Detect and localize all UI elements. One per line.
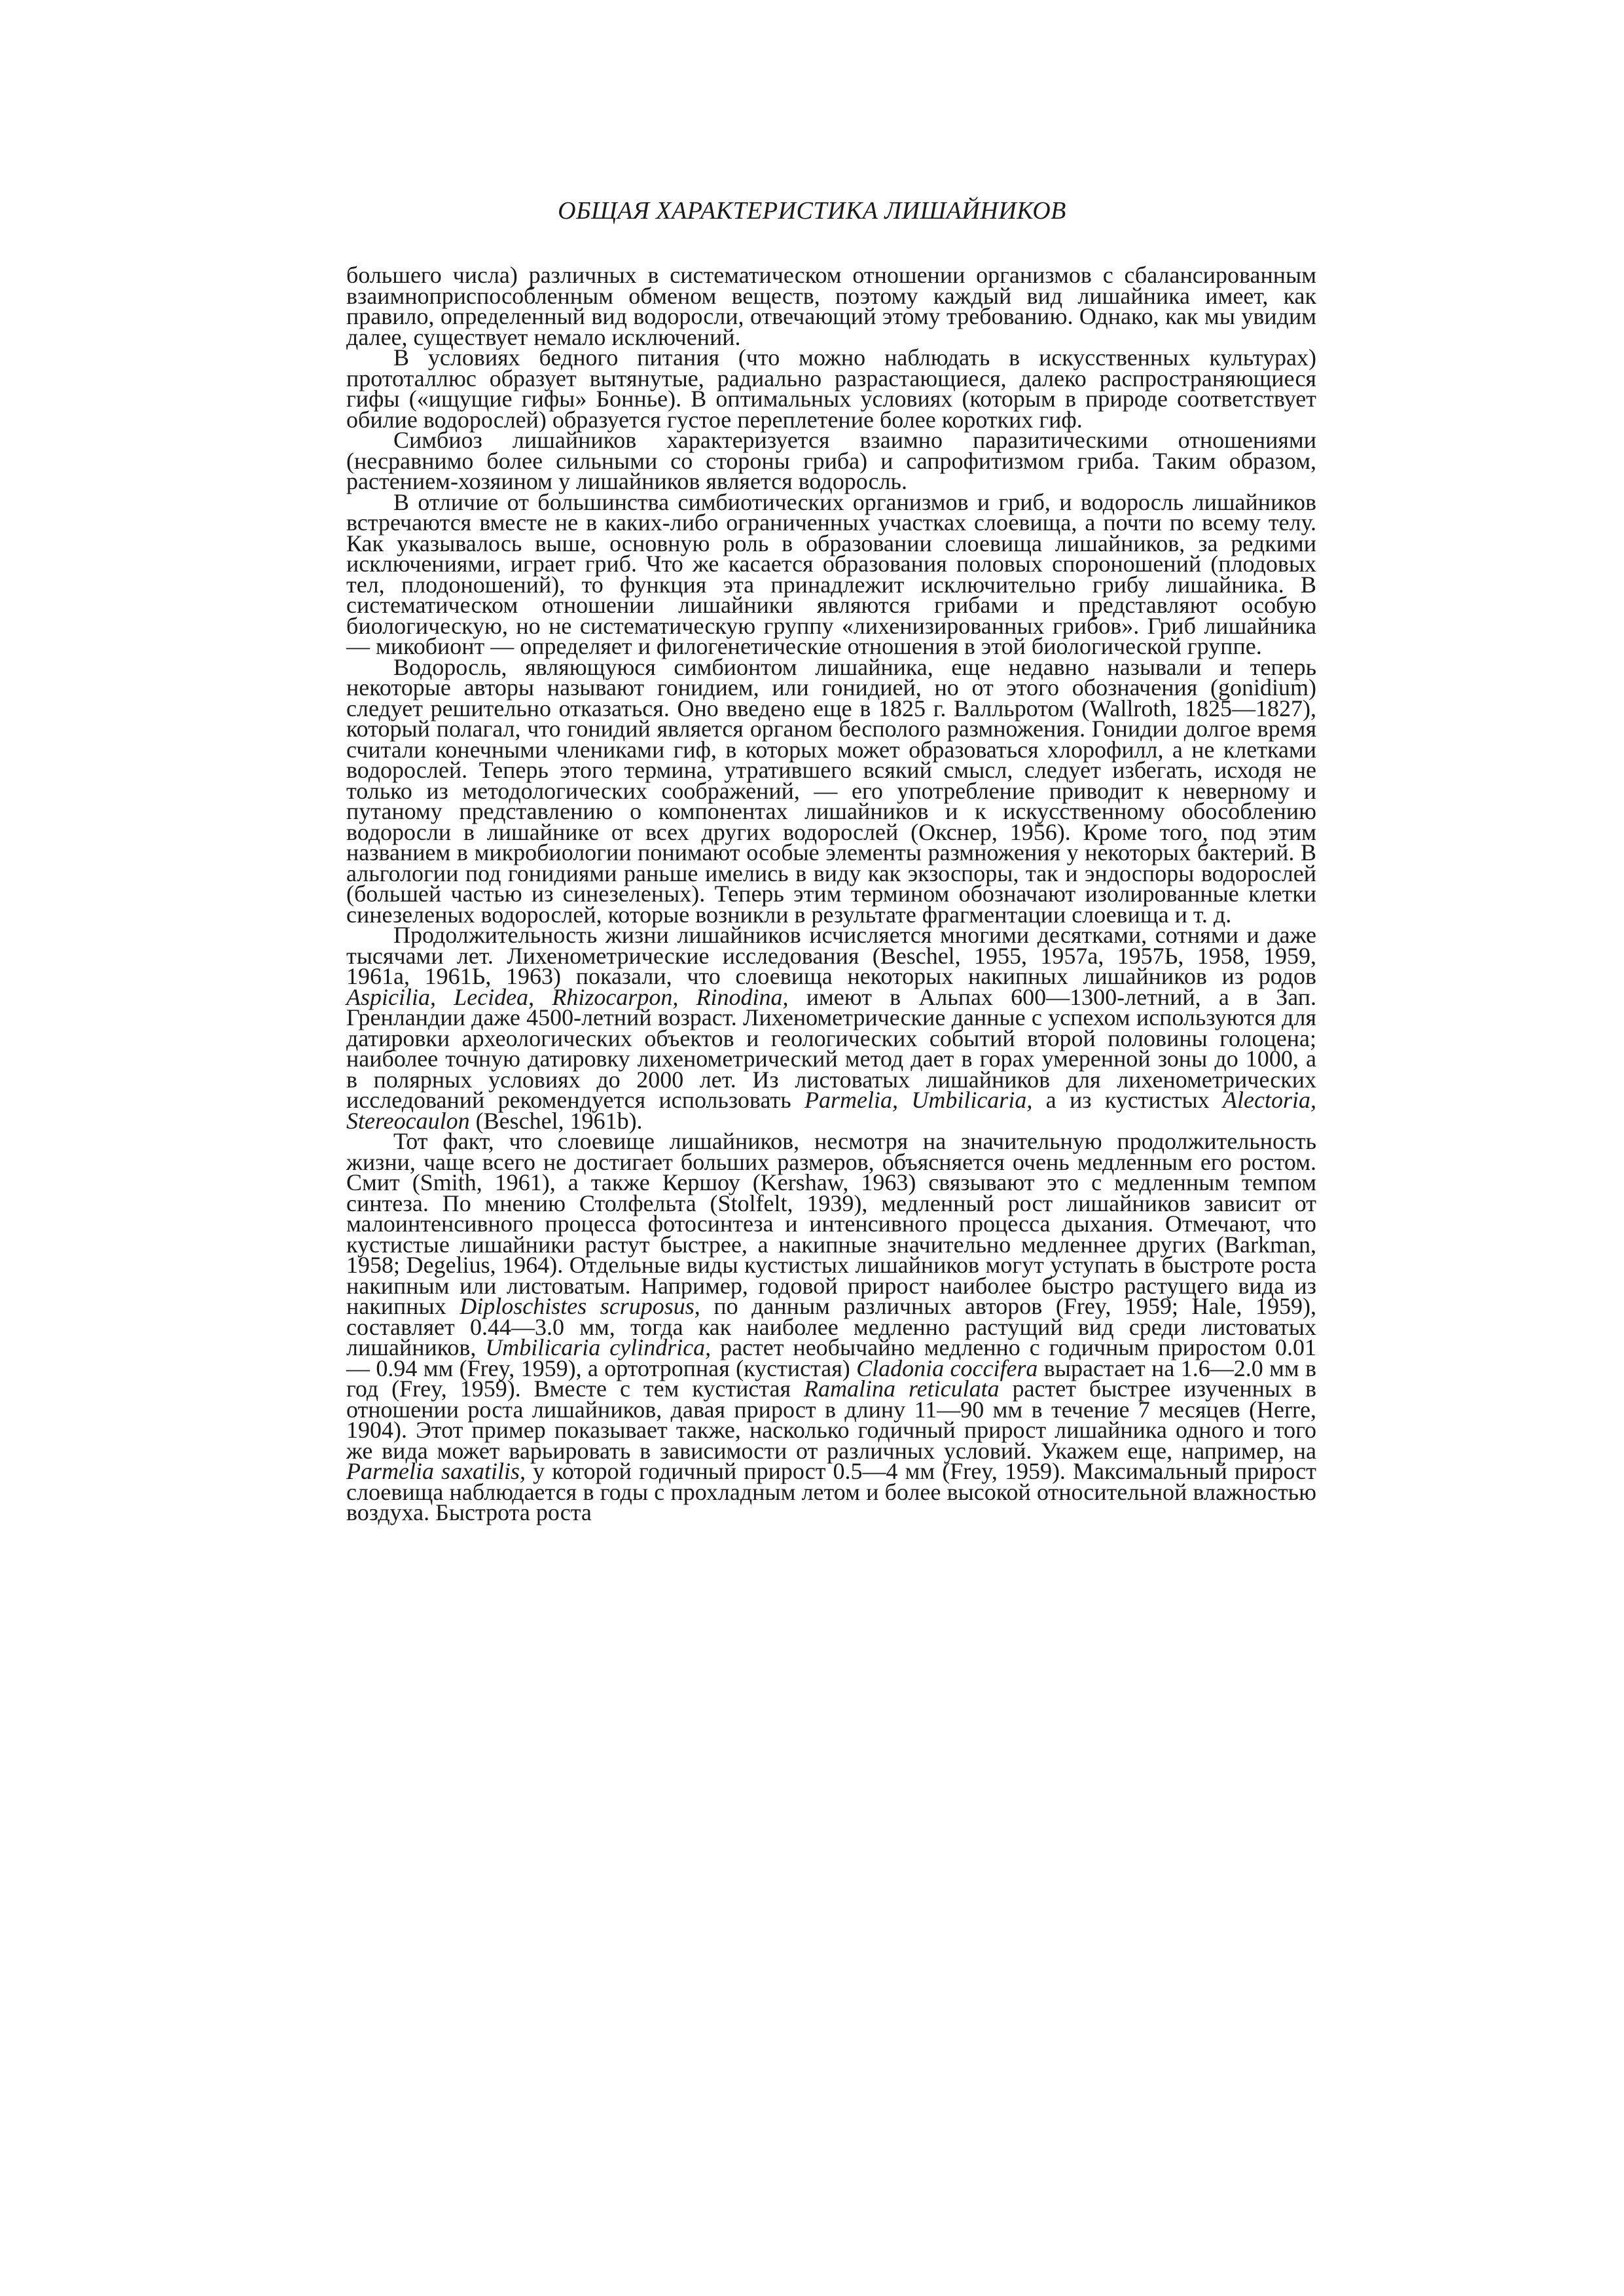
italic-text: Umbilicaria cylindrica, — [485, 1334, 712, 1360]
italic-text: Diploschistes scruposus, — [460, 1293, 700, 1319]
paragraph — [346, 1128, 1317, 1525]
text-segment: Продолжительность жизни лишайников исчисляется многими десятками, сотнями и даже тысячами лет. Лихенометрические исследования (Beschel, 1955, 1957a, 1957Ь, 1958, 1959, 1961a, 1961Ь, 1963) показали, что слоевища некоторых накипных лишайников из родов — [346, 922, 1316, 989]
text-segment: имеют в Альпах 600—1300-летний, а в Зап. Гренландии даже 4500-летний возраст. Лихенометрические данные с успехом используются для датировки археологических объектов и геологических событий второй половины голоцена; наиболее точную датировку лихенометрический метод дает в горах умеренной зоны до 1000, а в полярных условиях до 2000 лет. Из листоватых лишайников для лихенометрических исследований рекомендуется использовать — [346, 983, 1317, 1113]
italic-text: Aspicilia, Lecidea, Rhizocarpon, Rinodina, — [346, 983, 789, 1010]
italic-text: Parmelia saxatilis, — [346, 1458, 526, 1484]
italic-text: Parmelia, Umbilicaria, — [804, 1087, 1033, 1113]
paragraph — [346, 653, 1316, 928]
italic-text: Ramalina reticulata — [804, 1376, 1000, 1402]
paragraph — [346, 262, 1316, 350]
text-segment: растет быстрее изученных в отношении роста лишайников, давая прирост в длину 11—90 мм в течение 7 месяцев (Herre, 1904). Этот пример показывает также, насколько годичный прирост лишайника одного и того же вида может варьировать в зависимости от различных условий. Укажем еще, например, на — [346, 1376, 1317, 1464]
text-segment: у которой годичный прирост 0.5—4 мм (Frey, 1959). Максимальный прирост слоевища наблюдается в годы с прохладным летом и более высокой относительной влажностью воздуха. Быстрота роста — [346, 1458, 1316, 1525]
italic-text: Alectoria, Stereocaulon — [346, 1087, 1316, 1134]
body-text — [346, 262, 1317, 1525]
text-segment: растет необычайно медленно с годичным приростом 0.01 — 0.94 мм (Frey, 1959), а ортотропная (кустистая) — [346, 1334, 1316, 1381]
text-segment: Тот факт, что слоевище лишайников, несмотря на значительную продолжительность жизни, чаще всего не достигает больших размеров, объясняется очень медленным его ростом. Смит (Smith, 1961), а также Кершоу (Kershaw, 1963) связывают это с медленным темпом синтеза. По мнению Столфельта (Stolfelt, 1939), медленный рост лишайников зависит от малоинтенсивного процесса фотосинтеза и интенсивного процесса дыхания. Отмечают, что кустистые лишайники растут быстрее, а накипные значительно медленнее других (Barkman, 1958; Degelius, 1964). Отдельные виды кустистых лишайников могут уступать в быстроте роста накипным или листоватым. Например, годовой прирост наиболее быстро растущего вида из накипных — [346, 1128, 1316, 1319]
running-title: ОБЩАЯ ХАРАКТЕРИСТИКА ЛИШАЙНИКОВ — [558, 197, 1066, 225]
text-segment: а из кустистых — [1032, 1087, 1223, 1113]
paragraph — [346, 344, 1316, 433]
text-segment: по данным различных авторов (Frey, 1959; Hale, 1959), составляет 0.44—3.0 мм, тогда как наиболее медленно растущий вид среди листоватых лишайников, — [346, 1293, 1316, 1360]
italic-text: Cladonia coccifera — [856, 1355, 1038, 1381]
text-segment: вырастает на 1.6—2.0 мм в год (Frey, 1959). Вместе с тем кустистая — [346, 1355, 1316, 1402]
text-segment: (Beschel, 1961b). — [469, 1107, 643, 1134]
text-segment: В условиях бедного питания (что можно наблюдать в искусственных культурах) прототаллюс образует вытянутые, радиально разрастающиеся, далеко распространяющиеся гифы («ищущие гифы» Боннье). В оптимальных условиях (которым в природе соответствует обилие водорослей) образуется густое переплетение более коротких гиф. — [346, 344, 1316, 433]
paragraph — [346, 922, 1317, 1134]
text-segment: В отличие от большинства симбиотических организмов и гриб, и водоросль лишайников встречаются вместе не в каких-либо ограниченных участках слоевища, а почти по всему телу. Как указывалось выше, основную роль в образовании слоевища лишайников, за редкими исключениями, играет гриб. Что же касается образования половых спороношений (плодовых тел, плодоношений), то функция эта принадлежит исключительно грибу лишайника. В систематическом отношении лишайники являются грибами и представляют особую биологическую, но не систематическую группу «лихенизированных грибов». Гриб лишайника — микобионт — определяет и филогенетические отношения в этой биологической группе. — [346, 488, 1316, 659]
text-segment: большего числа) различных в систематическом отношении организмов с сбалансированным взаимноприспособленным обменом веществ, поэтому каждый вид лишайника имеет, как правило, определенный вид водоросли, отвечающий этому требованию. Однако, как мы увидим далее, существует немало исключений. — [346, 262, 1316, 350]
paragraph — [346, 427, 1316, 494]
paragraph — [346, 488, 1316, 659]
text-segment: Симбиоз лишайников характеризуется взаимно паразитическими отношениями (несравнимо более сильными со стороны гриба) и сапрофитизмом гриба. Таким образом, растением-хозяином у лишайников является водоросль. — [346, 427, 1316, 494]
text-segment: Водоросль, являющуюся симбионтом лишайника, еще недавно называли и теперь некоторые авторы называют гонидием, или гонидией, но от этого обозначения (gonidium) следует решительно отказаться. Оно введено еще в 1825 г. Валльротом (Wallroth, 1825—1827), который полагал, что гонидий является органом бесполого размножения. Гонидии долгое время считали конечными члениками гиф, в которых может образоваться хлорофилл, а не клетками водорослей. Теперь этого термина, утратившего всякий смысл, следует избегать, исходя не только из методологических соображений, — его употребление приводит к неверному и путаному представлению о компонентах лишайников и к искусственному обособлению водоросли в лишайнике от всех других водорослей (Окснер, 1956). Кроме того, под этим названием в микробиологии понимают особые элементы размножения у некоторых бактерий. В альгологии под гонидиями раньше имелись в виду как экзоспоры, так и эндоспоры водорослей (большей частью из синезеленых). Теперь этим термином обозначают изолированные клетки синезеленых водорослей, которые возникли в результате фрагментации слоевища и т. д. — [346, 653, 1316, 928]
